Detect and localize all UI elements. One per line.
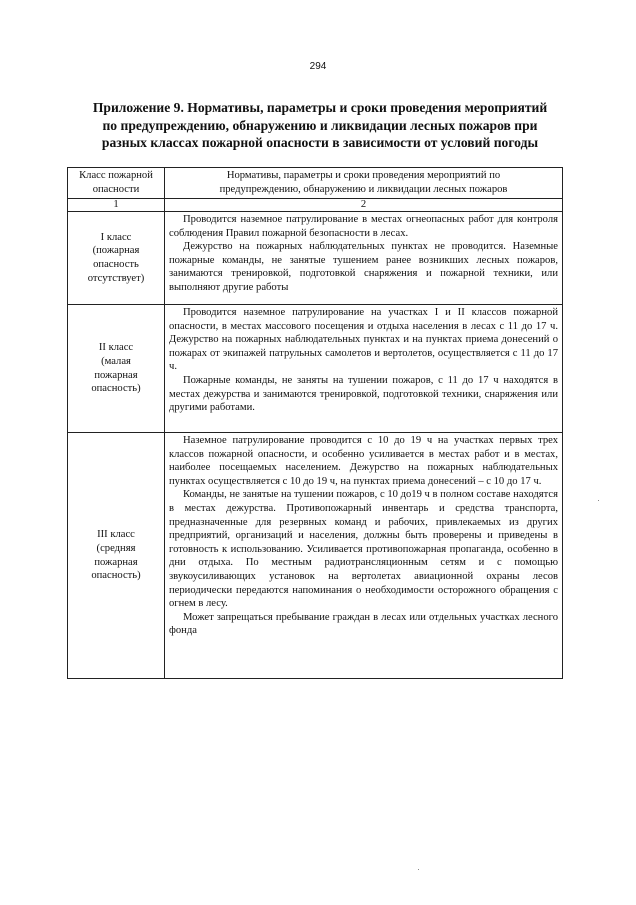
title-line-3: разных классах пожарной опасности в зависимости от условий погоды [101,135,539,150]
fire-class-cell [68,212,165,305]
scan-speck [418,869,419,870]
page-title [60,99,580,152]
fire-class-line: (малая [101,355,131,367]
table-column-number-row [68,199,563,212]
header-class-column [68,168,165,199]
column-number-1: 1 [68,199,165,212]
fire-danger-norms-table [67,167,563,679]
fire-class-line: опасность) [91,570,141,582]
fire-class-cell [68,305,165,433]
fire-class-line: (средняя [96,542,136,554]
fire-class-cell [68,433,165,679]
header-norms-column [165,168,563,199]
scan-speck [598,500,599,501]
fire-class-line: I класс [100,231,132,243]
norms-paragraph: Может запрещаться пребывание граждан в лесах или отдельных участках лесного фонда [169,611,558,637]
column-number-2: 2 [165,199,563,212]
norms-paragraph: Дежурство на пожарных наблюдательных пунктах не проводится. Наземные пожарные команды, не занятые тушением ранее возникших лесных пожаров, занимаются тренировкой, подготовкой снаряжения и пожарной техники, или выполняют другие работы [169,241,558,293]
header-norms-line-1: Нормативы, параметры и сроки проведения мероприятий по [226,170,501,181]
fire-class-line: опасность) [91,383,141,395]
page-number: 294 [309,61,327,72]
fire-class-line: III класс [97,529,135,541]
norms-paragraph: Проводится наземное патрулирование в местах огнеопасных работ для контроля соблюдения Правил пожарной безопасности в лесах. [169,214,558,239]
header-norms-line-2: предупреждению, обнаружению и ликвидации лесных пожаров [219,183,508,195]
fire-class-line: (пожарная [92,245,140,257]
header-class-line-1: Класс пожарной [79,170,153,181]
fire-class-line: пожарная [94,369,138,381]
norms-paragraph: Пожарные команды, не заняты на тушении пожаров, с 11 до 17 ч находятся в местах дежурства и занимаются тренировкой, подготовкой техники, снаряжения или другими работами. [169,374,558,414]
norms-text-cell [165,433,563,679]
title-line-2: по предупреждению, обнаружению и ликвидации лесных пожаров при [102,117,538,133]
table-header-row [68,168,563,199]
title-line-1: Приложение 9. Нормативы, параметры и сроки проведения мероприятий [92,100,548,115]
norms-text-cell [165,305,563,433]
table-row [68,433,563,679]
table-row [68,212,563,305]
norms-paragraph: Наземное патрулирование проводится с 10 до 19 ч на участках первых трех классов пожарной опасности, и особенно усиливается в местах работ и в местах, наиболее посещаемых населением. Дежурство на пожарных наблюдательных пунктах осуществляется с 10 до 19 ч, на пунктах приема донесений – с 10 до 17 ч. [169,435,558,487]
fire-class-line: отсутствует) [87,272,145,284]
fire-class-line: пожарная [94,556,138,568]
fire-class-line: II класс [98,342,134,354]
table-row [68,305,563,433]
norms-paragraph: Команды, не занятые на тушении пожаров, с 10 до19 ч в полном составе находятся в местах дежурства. Противопожарный инвентарь и средства транспорта, предназначенные для резервных команд и рабочих, привлекаемых из других предприятий, организаций и населения, должны быть проверены и приведены в готовность к использованию. Усиливается противопожарная пропаганда, особенно в дни отдыха. По местным радиотрансляционным сетям и с помощью звукоусиливающих установок на вертолетах авиационной охраны лесов периодически передаются напоминания о необходимости осторожного обращения с огнем в лесу. [169,489,558,610]
norms-paragraph: Проводится наземное патрулирование на участках I и II классов пожарной опасности, в местах массового посещения и отдыха населения в лесах с 11 до 17 ч. Дежурство на пожарных наблюдательных пунктах и на пунктах приема донесений о пожарах от экипажей патрульных самолетов и вертолетов, осуществляется с 11 до 17 ч. [169,307,558,373]
header-class-line-2: опасности [92,183,140,195]
fire-class-line: опасность [93,259,139,270]
norms-text-cell [165,212,563,305]
